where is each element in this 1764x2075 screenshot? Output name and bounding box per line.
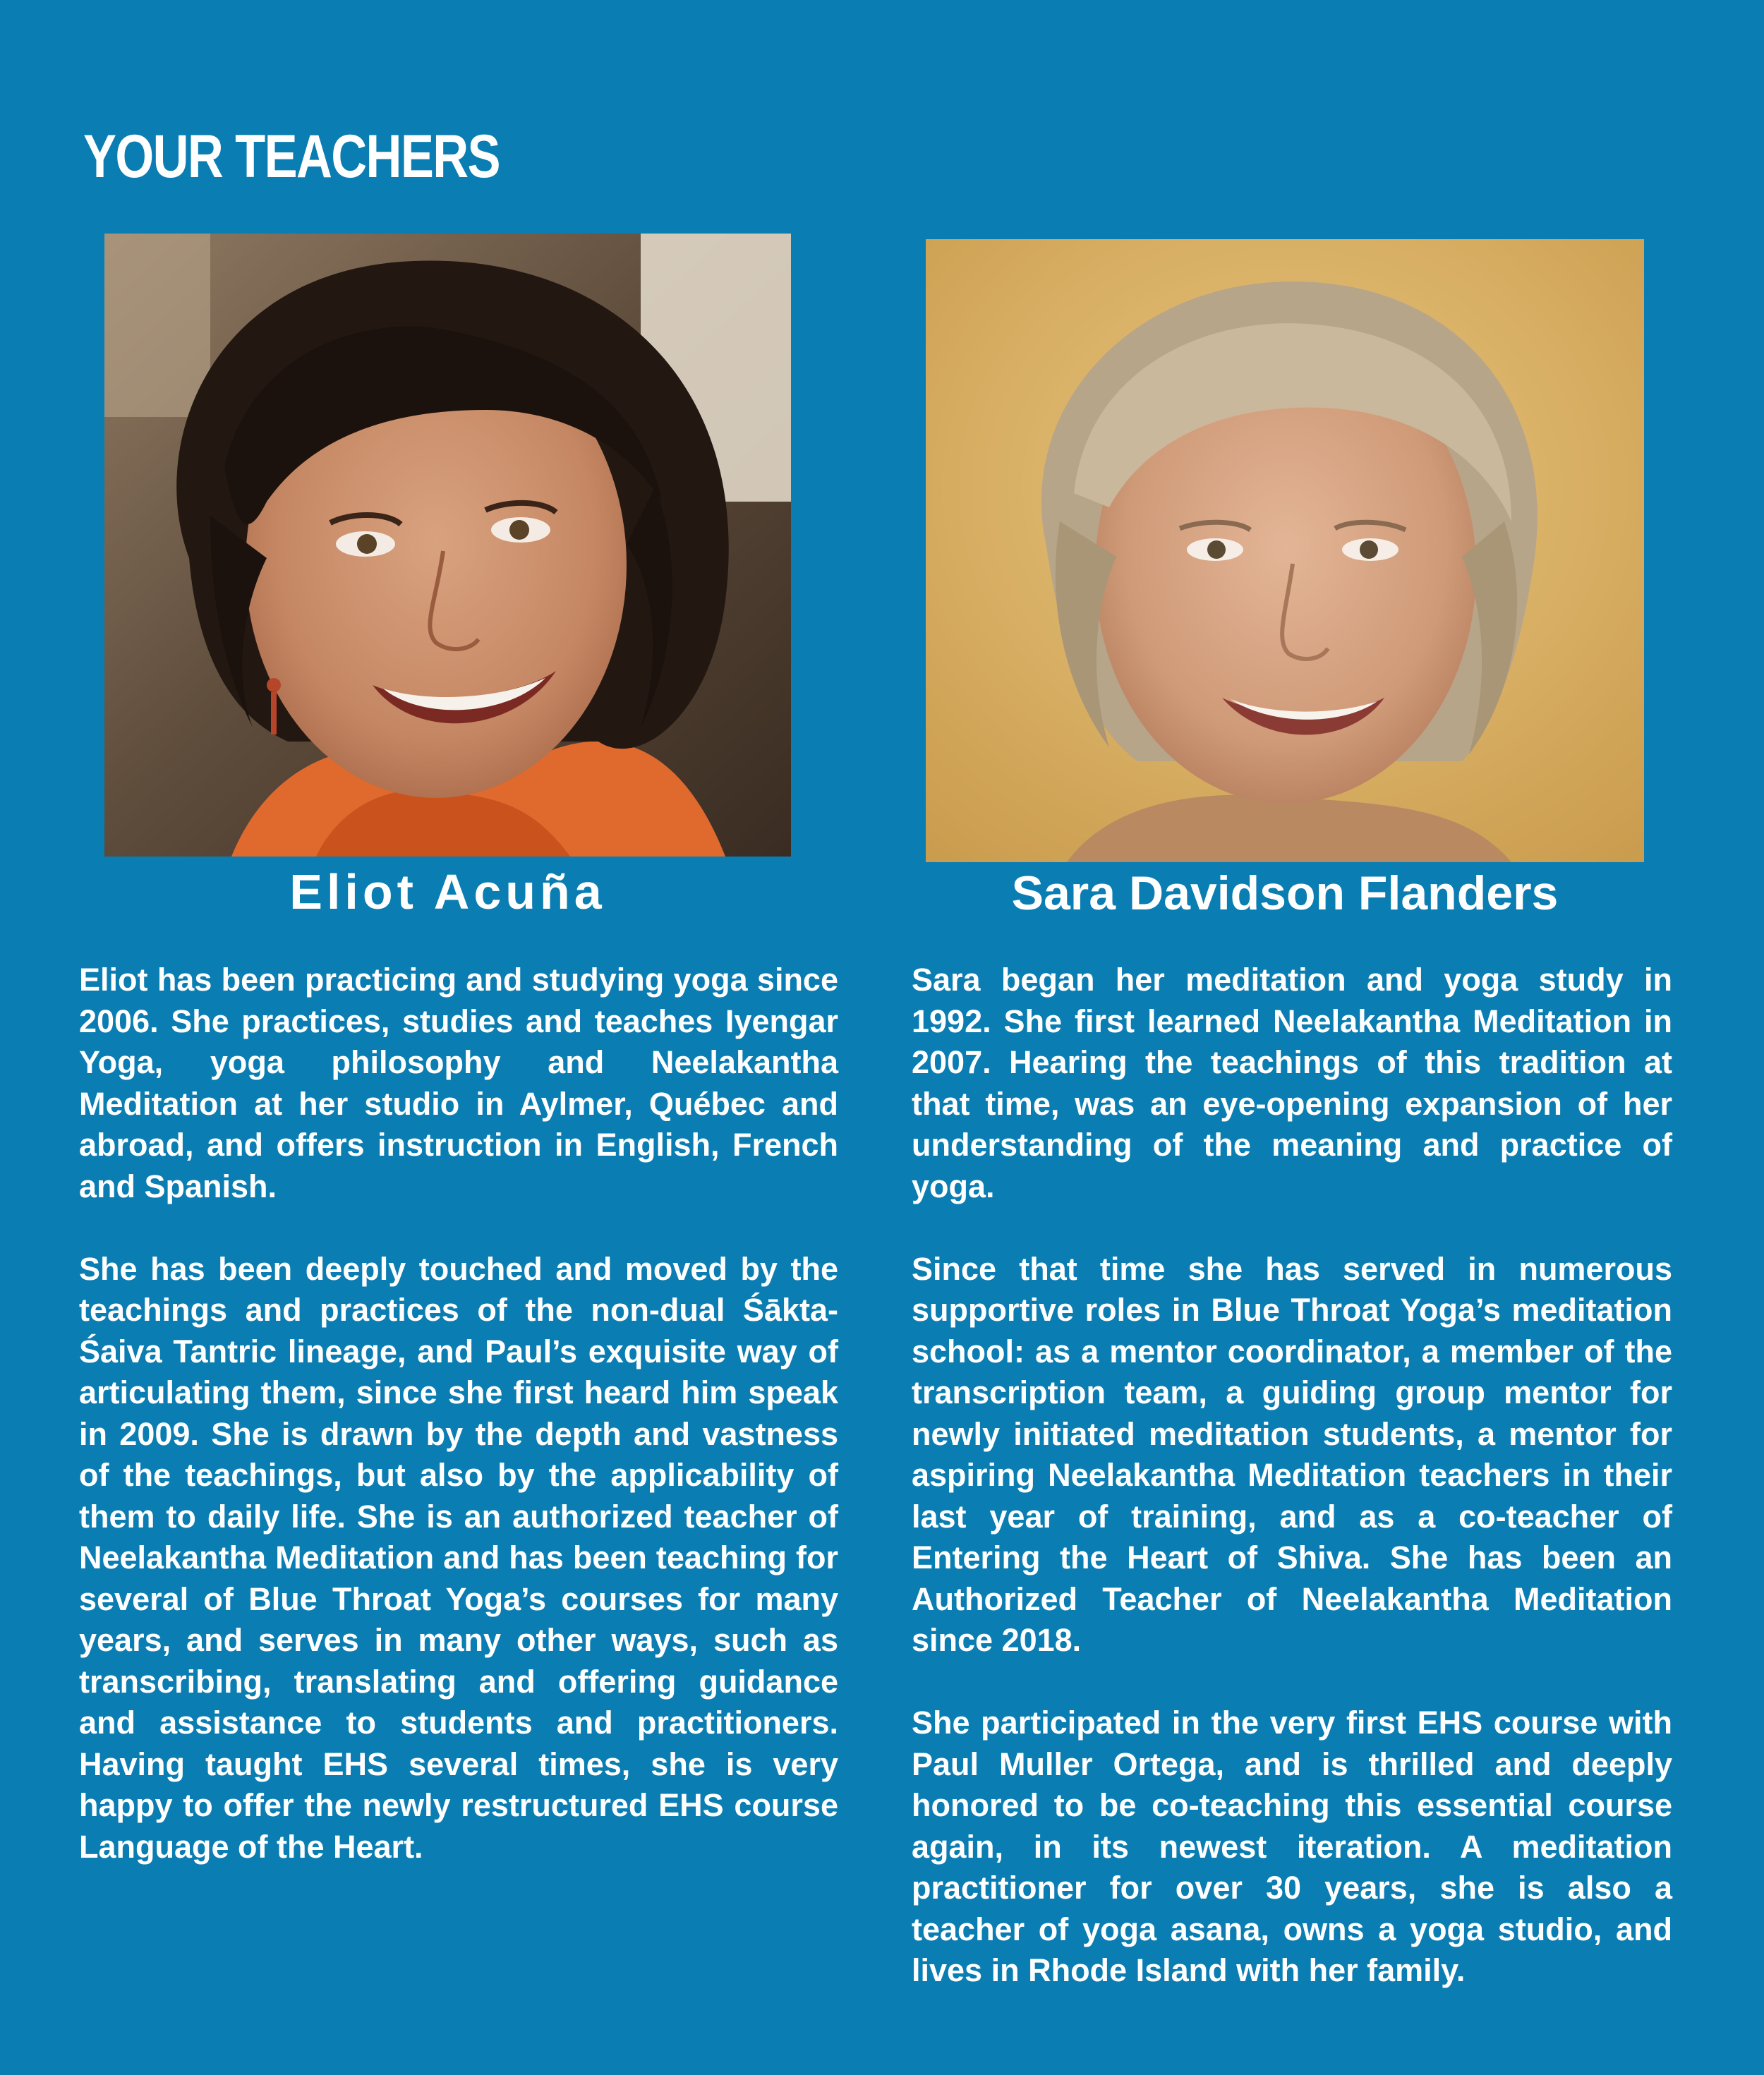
teacher-bio-eliot — [79, 960, 838, 1868]
teacher-name-sara: Sara Davidson Flanders — [1011, 866, 1559, 920]
page-title: YOUR TEACHERS — [83, 123, 500, 190]
bio-paragraph: She has been deeply touched and moved by the teachings and practices of the non-dual Śākta-Śaiva Tantric lineage, and Paul’s exquisite way of articulating them, since she first heard him speak in 2009. She is drawn by the depth and vastness of the teachings, but also by the applicability of them to daily life. She is an authorized teacher of Neelakantha Meditation and has been teaching for several of Blue Throat Yoga’s courses for many years, and serves in many other ways, such as transcribing, translating and offering guidance and assistance to students and practitioners. Having taught EHS several times, she is very happy to offer the newly restructured EHS course Language of the Heart. — [79, 1250, 838, 1865]
bio-paragraph: Since that time she has served in numerous supportive roles in Blue Throat Yoga’s meditation school: as a mentor coordinator, a member of the transcription team, a guiding group mentor for newly initiated meditation students, a mentor for aspiring Neelakantha Meditation teachers in their last year of training, and as a co-teacher of Entering the Heart of Shiva. She has been an Authorized Teacher of Neelakantha Meditation since 2018. — [912, 1250, 1672, 1658]
portrait-sara — [926, 239, 1644, 862]
bio-paragraph: Sara began her meditation and yoga study in 1992. She first learned Neelakantha Meditation in 2007. Hearing the teachings of this tradition at that time, was an eye-opening expansion of her understanding of the meaning and practice of yoga. — [912, 962, 1672, 1204]
portrait-eliot — [104, 234, 791, 857]
teacher-bio-sara — [912, 960, 1672, 1992]
teacher-name-eliot: Eliot Acuña — [289, 864, 606, 919]
bio-paragraph: She participated in the very first EHS course with Paul Muller Ortega, and is thrilled and deeply honored to be co-teaching this essential course again, in its newest iteration. A meditation practitioner for over 30 years, she is also a teacher of yoga asana, owns a yoga studio, and lives in Rhode Island with her family. — [912, 1705, 1672, 1988]
teacher-photo-eliot — [104, 234, 791, 857]
teacher-photo-sara — [926, 239, 1644, 862]
bio-paragraph: Eliot has been practicing and studying yoga since 2006. She practices, studies and teaches Iyengar Yoga, yoga philosophy and Neelakantha Meditation at her studio in Aylmer, Québec and abroad, and offers instruction in English, French and Spanish. — [79, 962, 838, 1204]
